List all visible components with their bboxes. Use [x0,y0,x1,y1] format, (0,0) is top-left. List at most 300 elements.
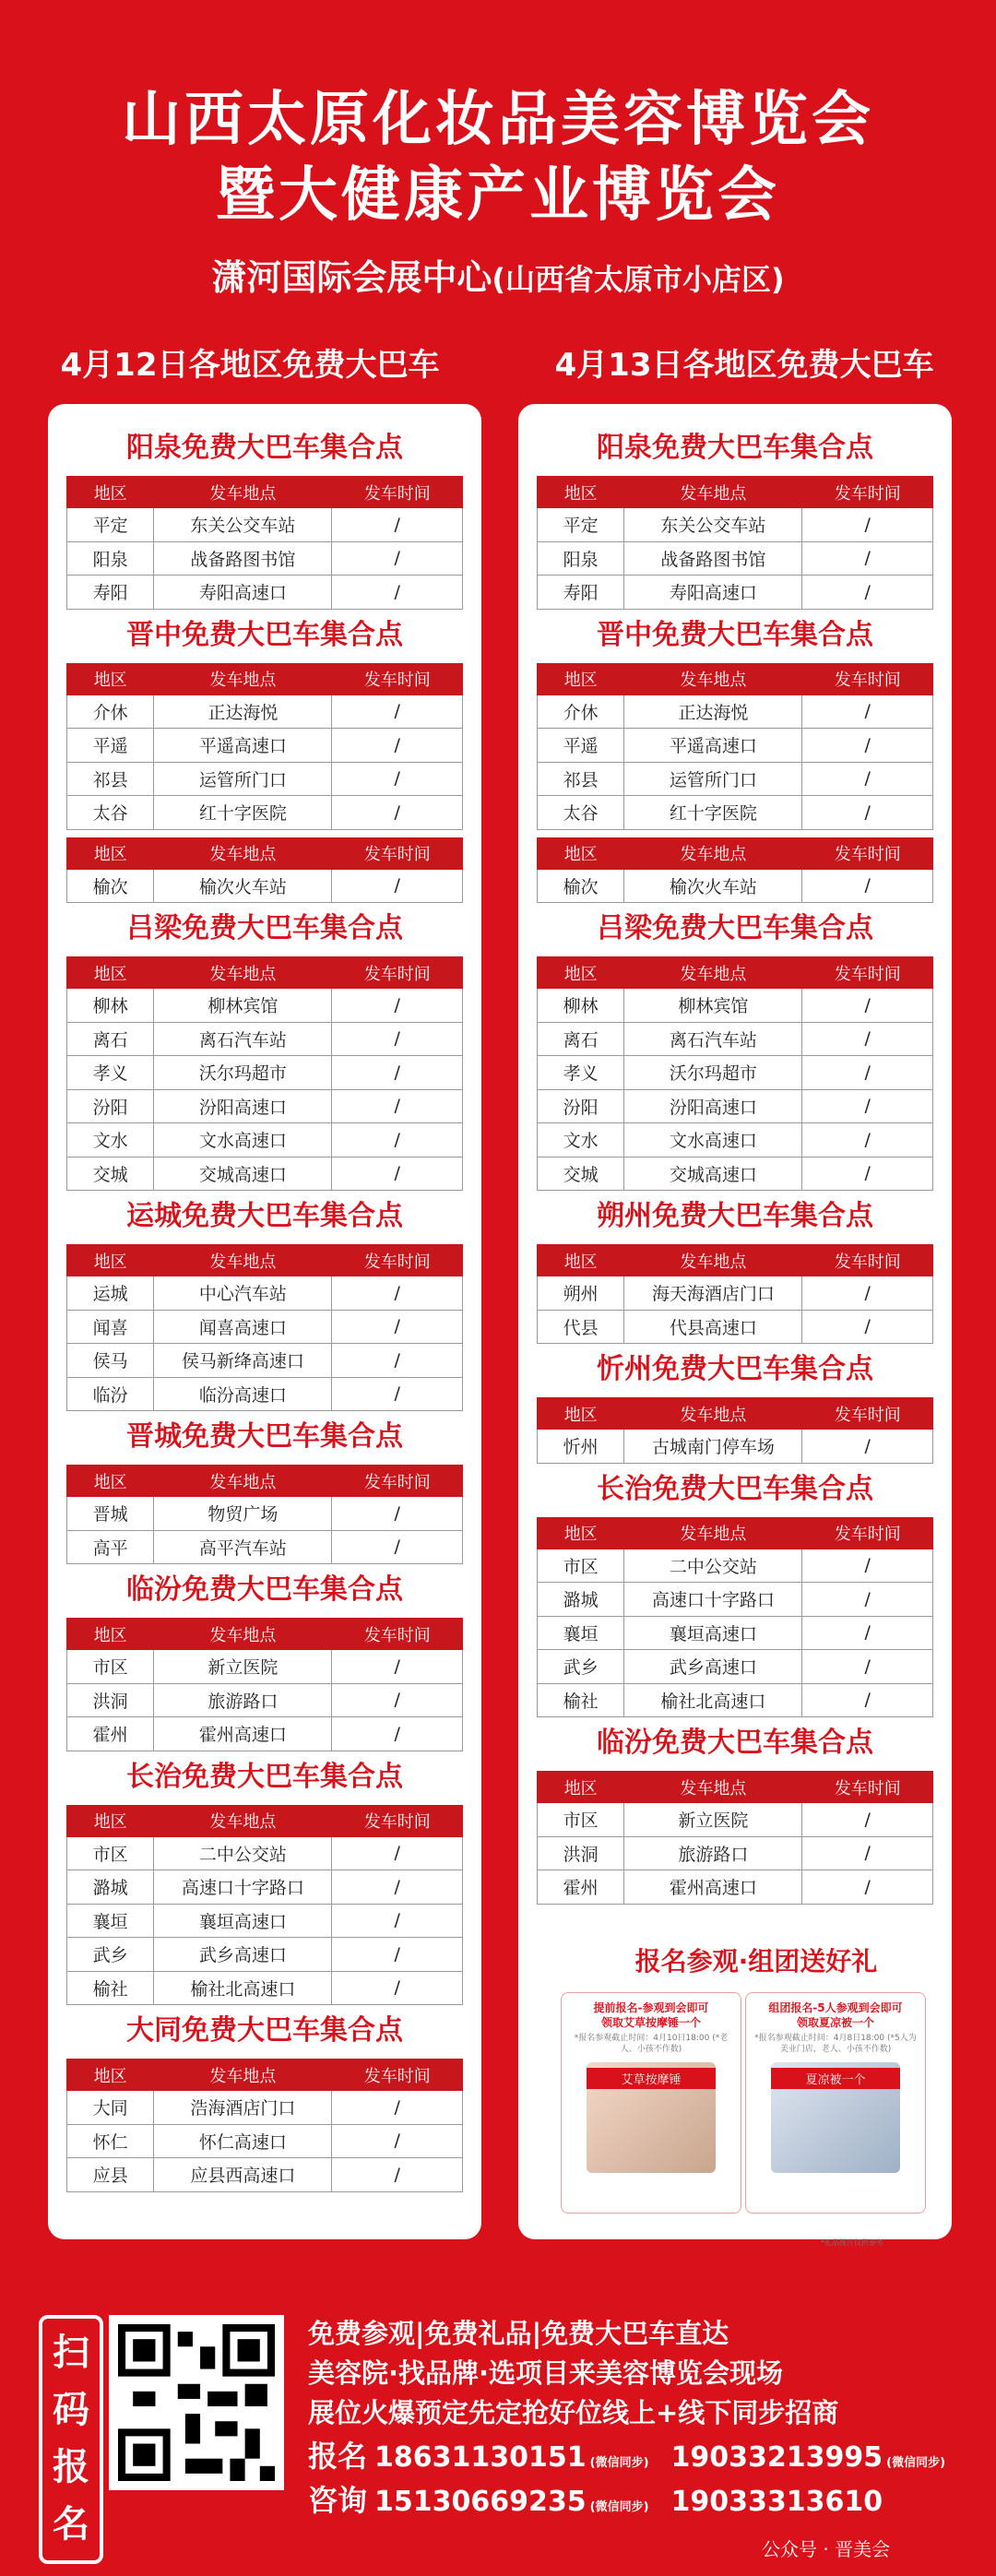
cell-place: 榆社北高速口 [624,1683,802,1717]
table-row [538,1157,933,1191]
header-time: 发车时间 [332,1805,463,1836]
cell-place: 东关公交车站 [154,508,332,542]
promo1-note: *报名参观截止时间：4月10日18:00 (*老人、小孩不作数) [574,2034,729,2054]
table-row [67,508,463,542]
bus-table [66,476,463,610]
cell-region: 交城 [67,1157,154,1191]
wechat-sync-note: (微信同步) [589,2456,649,2470]
gift-title: 报名参观·组团送好礼 [634,1946,878,1977]
cell-place: 怀仁高速口 [154,2124,332,2158]
cell-time: / [802,762,933,796]
cell-region: 寿阳 [538,576,624,610]
cell-time: / [332,1938,463,1972]
cell-place: 榆社北高速口 [154,1971,332,2005]
cell-place: 柳林宾馆 [154,989,332,1023]
cell-time: / [802,1803,933,1837]
table-header-row [67,1619,463,1650]
table-header-row [67,2060,463,2091]
bus-table [537,1244,933,1344]
header-time: 发车时间 [802,1517,933,1549]
section-title: 阳泉免费大巴车集合点 [126,432,403,464]
section-title: 运城免费大巴车集合点 [126,1200,403,1232]
bus-table [537,837,933,904]
table-header-row [538,663,933,694]
cell-time: / [802,1430,933,1464]
cell-time: / [332,1089,463,1123]
day2-heading: 4月13日各地区免费大巴车 [554,347,934,384]
section-title: 临汾免费大巴车集合点 [126,1573,403,1606]
wechat-sync-note: (微信同步) [886,2456,946,2470]
cell-region: 代县 [538,1310,624,1344]
cell-time: / [332,1683,463,1717]
table-header-row [67,957,463,989]
header-region: 地区 [538,957,624,989]
cell-region: 武乡 [538,1650,624,1684]
cell-place: 高平汽车站 [154,1530,332,1564]
header-time: 发车时间 [332,1245,463,1276]
bus-table [66,663,463,830]
cell-region: 平定 [538,508,624,542]
cell-region: 介休 [538,694,624,729]
cell-place: 战备路图书馆 [624,541,802,576]
cell-time: / [332,2124,463,2158]
consult-phone1[interactable]: 15130669235 [374,2486,587,2518]
header-time: 发车时间 [802,1398,933,1430]
cell-region: 寿阳 [67,576,154,610]
cell-place: 汾阳高速口 [154,1089,332,1123]
cell-region: 潞城 [538,1583,624,1617]
cell-time: / [332,1344,463,1378]
table-header-row [67,837,463,869]
table-row [67,1717,463,1751]
table-row [67,1870,463,1905]
table-row [538,762,933,796]
bus-table [66,1465,463,1564]
table-row [67,1938,463,1972]
cell-region: 武乡 [67,1938,154,1972]
table-row [538,1549,933,1583]
bottom-line2: 美容院·找品牌·选项目来美容博览会现场 [308,2357,784,2389]
cell-place: 文水高速口 [154,1123,332,1157]
table-row [538,729,933,763]
section-title: 晋中免费大巴车集合点 [126,618,403,651]
cell-place: 新立医院 [624,1803,802,1837]
header-region: 地区 [538,1517,624,1549]
section-title: 吕梁免费大巴车集合点 [597,912,873,944]
cell-place: 柳林宾馆 [624,989,802,1023]
cell-time: / [802,1056,933,1090]
table-row [538,541,933,576]
header-time: 发车时间 [332,837,463,869]
cell-region: 襄垣 [67,1904,154,1938]
cell-time: / [332,1377,463,1411]
header-time: 发车时间 [802,1772,933,1803]
cell-region: 交城 [538,1157,624,1191]
cell-place: 物贸广场 [154,1497,332,1531]
header-time: 发车时间 [802,837,933,869]
cell-time: / [802,1157,933,1191]
cell-region: 榆次 [538,869,624,903]
table-row [538,1276,933,1311]
consult-phone2[interactable]: 19033313610 [670,2486,883,2518]
cell-time: / [332,2158,463,2192]
table-header-row [67,477,463,508]
bus-table [66,2059,463,2192]
table-row [67,869,463,903]
cell-region: 介休 [67,694,154,729]
cell-time: / [802,729,933,763]
table-header-row [538,477,933,508]
cell-region: 市区 [67,1836,154,1870]
table-row [67,1089,463,1123]
cell-place: 武乡高速口 [154,1938,332,1972]
header-region: 地区 [67,477,154,508]
table-row [67,1530,463,1564]
cell-place: 正达海悦 [154,694,332,729]
table-row [67,1157,463,1191]
cell-region: 太谷 [538,796,624,830]
bus-table [537,663,933,830]
header-region: 地区 [67,1245,154,1276]
scan-signup-label: 扫码报名 [39,2315,103,2564]
bottom-line1: 免费参观|免费礼品|免费大巴车直达 [308,2318,729,2349]
cell-time: / [332,1123,463,1157]
table-row [538,1803,933,1837]
header-place: 发车地点 [154,477,332,508]
cell-place: 离石汽车站 [154,1022,332,1056]
cell-time: / [802,989,933,1023]
table-row [538,1683,933,1717]
header-region: 地区 [538,1772,624,1803]
cell-time: / [802,1276,933,1311]
table-row [67,1276,463,1311]
table-row [538,796,933,830]
cell-region: 临汾 [67,1377,154,1411]
table-row [538,989,933,1023]
cell-place: 榆次火车站 [154,869,332,903]
table-header-row [538,837,933,869]
cell-time: / [802,508,933,542]
cell-region: 霍州 [67,1717,154,1751]
table-row [67,694,463,729]
header-time: 发车时间 [332,957,463,989]
signup-phone1[interactable]: 18631130151 [374,2441,587,2474]
cell-time: / [802,1616,933,1650]
cell-place: 正达海悦 [624,694,802,729]
cell-time: / [802,1836,933,1870]
table-row [67,1904,463,1938]
cell-time: / [332,576,463,610]
table-row [538,694,933,729]
cell-place: 代县高速口 [624,1310,802,1344]
cell-place: 交城高速口 [154,1157,332,1191]
cell-place: 霍州高速口 [154,1717,332,1751]
cell-region: 离石 [538,1022,624,1056]
cell-region: 洪洞 [67,1683,154,1717]
header-region: 地区 [67,1619,154,1650]
header-region: 地区 [538,663,624,694]
cell-time: / [332,1650,463,1684]
cell-time: / [802,541,933,576]
cell-place: 临汾高速口 [154,1377,332,1411]
header-place: 发车地点 [624,1772,802,1803]
table-row [67,1344,463,1378]
table-header-row [538,1398,933,1430]
cell-place: 高速口十字路口 [154,1870,332,1905]
main-title-line2: 暨大健康产业博览会 [216,161,780,230]
bottom-line3: 展位火爆预定先定抢好位线上+线下同步招商 [308,2397,839,2428]
table-row [67,1123,463,1157]
header-place: 发车地点 [624,1398,802,1430]
promo2-line2: 领取夏凉被一个 [796,2016,874,2029]
cell-time: / [332,1276,463,1311]
cell-time: / [802,869,933,903]
cell-place: 闻喜高速口 [154,1310,332,1344]
cell-region: 孝义 [538,1056,624,1090]
cell-time: / [802,1650,933,1684]
cell-time: / [802,1583,933,1617]
table-row [67,1056,463,1090]
table-row [67,1650,463,1684]
cell-time: / [802,576,933,610]
header-region: 地区 [67,663,154,694]
cell-place: 红十字医院 [154,796,332,830]
signup-label: 报名 [308,2439,368,2474]
cell-region: 阳泉 [538,541,624,576]
section-title: 忻州免费大巴车集合点 [597,1353,873,1385]
cell-time: / [332,508,463,542]
cell-region: 襄垣 [538,1616,624,1650]
cell-region: 怀仁 [67,2124,154,2158]
header-place: 发车地点 [154,1619,332,1650]
cell-time: / [802,1089,933,1123]
header-region: 地区 [67,1466,154,1497]
cell-place: 文水高速口 [624,1123,802,1157]
cell-place: 运管所门口 [624,762,802,796]
massage-hammer-image [587,2062,716,2173]
table-row [67,729,463,763]
table-row [67,576,463,610]
cell-time: / [802,1549,933,1583]
header-time: 发车时间 [802,477,933,508]
table-row [67,989,463,1023]
header-place: 发车地点 [154,837,332,869]
cell-region: 洪洞 [538,1836,624,1870]
table-row [538,1616,933,1650]
cell-region: 榆社 [67,1971,154,2005]
table-row [67,2158,463,2192]
cell-time: / [802,1123,933,1157]
cell-time: / [332,1971,463,2005]
wechat-sync-note: (微信同步) [589,2500,649,2514]
table-header-row [538,1772,933,1803]
header-time: 发车时间 [802,957,933,989]
cell-time: / [332,796,463,830]
table-header-row [67,1466,463,1497]
table-row [67,762,463,796]
bus-table [66,1805,463,2006]
header-time: 发车时间 [332,1619,463,1650]
cell-region: 市区 [538,1803,624,1837]
section-title: 吕梁免费大巴车集合点 [126,912,403,944]
header-place: 发车地点 [154,1805,332,1836]
cell-region: 忻州 [538,1430,624,1464]
cell-region: 应县 [67,2158,154,2192]
header-time: 发车时间 [332,1466,463,1497]
signup-phone2[interactable]: 19033213995 [670,2441,883,2474]
cell-place: 二中公交站 [624,1549,802,1583]
cell-place: 交城高速口 [624,1157,802,1191]
table-row [538,1022,933,1056]
cell-place: 红十字医院 [624,796,802,830]
cell-place: 二中公交站 [154,1836,332,1870]
cell-region: 高平 [67,1530,154,1564]
cell-region: 文水 [67,1123,154,1157]
cell-place: 侯马新绛高速口 [154,1344,332,1378]
cell-time: / [802,796,933,830]
section-title: 临汾免费大巴车集合点 [597,1727,873,1759]
cell-place: 古城南门停车场 [624,1430,802,1464]
cell-region: 平定 [67,508,154,542]
qr-code-icon [118,2324,275,2481]
cell-place: 旅游路口 [624,1836,802,1870]
venue-location: (山西省太原市小店区) [492,262,785,297]
cell-region: 柳林 [67,989,154,1023]
bus-table [537,476,933,610]
table-row [538,1430,933,1464]
cell-place: 沃尔玛超市 [624,1056,802,1090]
table-row [538,1836,933,1870]
table-row [538,1650,933,1684]
cell-time: / [332,869,463,903]
cell-place: 平遥高速口 [154,729,332,763]
header-region: 地区 [538,837,624,869]
cell-region: 市区 [538,1549,624,1583]
cell-region: 朔州 [538,1276,624,1311]
table-row [538,1089,933,1123]
cell-place: 襄垣高速口 [154,1904,332,1938]
cell-place: 高速口十字路口 [624,1583,802,1617]
cell-place: 平遥高速口 [624,729,802,763]
section-title: 长治免费大巴车集合点 [126,1760,403,1793]
cell-time: / [332,762,463,796]
table-row [538,576,933,610]
table-header-row [67,1245,463,1276]
table-row [67,2091,463,2125]
cell-region: 阳泉 [67,541,154,576]
header-region: 地区 [67,837,154,869]
cell-region: 霍州 [538,1870,624,1905]
table-header-row [538,1245,933,1276]
table-row [67,1683,463,1717]
cell-place: 离石汽车站 [624,1022,802,1056]
section-title: 朔州免费大巴车集合点 [597,1200,873,1232]
header-region: 地区 [67,957,154,989]
header-time: 发车时间 [332,2060,463,2091]
promo2-product: 夏凉被一个 [771,2068,900,2089]
cell-region: 平遥 [538,729,624,763]
cell-time: / [332,1717,463,1751]
cell-region: 离石 [67,1022,154,1056]
promo1-line2: 领取艾草按摩锤一个 [600,2016,701,2029]
bus-table [66,956,463,1191]
cell-place: 榆次火车站 [624,869,802,903]
cell-place: 战备路图书馆 [154,541,332,576]
cell-time: / [332,1530,463,1564]
promo1-product: 艾草按摩锤 [587,2068,716,2089]
header-place: 发车地点 [624,837,802,869]
cell-region: 晋城 [67,1497,154,1531]
table-row [67,541,463,576]
cell-place: 沃尔玛超市 [154,1056,332,1090]
cell-region: 运城 [67,1276,154,1311]
cell-time: / [332,989,463,1023]
header-place: 发车地点 [154,663,332,694]
bus-table [66,1618,463,1751]
cell-place: 寿阳高速口 [154,576,332,610]
cell-time: / [332,1904,463,1938]
cell-time: / [332,729,463,763]
table-row [67,1022,463,1056]
table-header-row [538,1517,933,1549]
bus-table [537,1517,933,1718]
quilt-image [771,2062,900,2173]
header-place: 发车地点 [624,1517,802,1549]
day1-schedule-panel [48,404,481,2239]
table-row [538,1583,933,1617]
header-place: 发车地点 [624,957,802,989]
table-row [538,869,933,903]
venue-name: 潇河国际会展中心 [211,257,492,298]
cell-region: 祁县 [538,762,624,796]
table-header-row [67,663,463,694]
cell-region: 孝义 [67,1056,154,1090]
header-region: 地区 [67,1805,154,1836]
bus-table [537,956,933,1191]
cell-time: / [802,1870,933,1905]
header-region: 地区 [538,477,624,508]
cell-place: 旅游路口 [154,1683,332,1717]
watermark: 公众号 · 晋美会 [762,2538,891,2560]
cell-region: 平遥 [67,729,154,763]
qr-code[interactable] [109,2315,284,2490]
cell-place: 汾阳高速口 [624,1089,802,1123]
consult-label: 咨询 [308,2483,368,2518]
header-time: 发车时间 [332,663,463,694]
cell-time: / [332,2091,463,2125]
cell-region: 侯马 [67,1344,154,1378]
cell-time: / [332,1836,463,1870]
table-row [67,2124,463,2158]
bus-table [537,1771,933,1905]
cell-time: / [802,1310,933,1344]
cell-time: / [332,694,463,729]
gift-footnote: *礼品图片仅供参考 [821,2238,883,2247]
main-title-line1: 山西太原化妆品美容博览会 [122,86,874,154]
cell-place: 东关公交车站 [624,508,802,542]
header-place: 发车地点 [154,1466,332,1497]
header-region: 地区 [538,1245,624,1276]
cell-place: 海天海酒店门口 [624,1276,802,1311]
cell-time: / [332,1056,463,1090]
signup-phones [308,2433,945,2475]
header-place: 发车地点 [624,477,802,508]
cell-place: 寿阳高速口 [624,576,802,610]
section-title: 阳泉免费大巴车集合点 [597,432,873,464]
cell-region: 太谷 [67,796,154,830]
cell-region: 榆次 [67,869,154,903]
cell-region: 柳林 [538,989,624,1023]
